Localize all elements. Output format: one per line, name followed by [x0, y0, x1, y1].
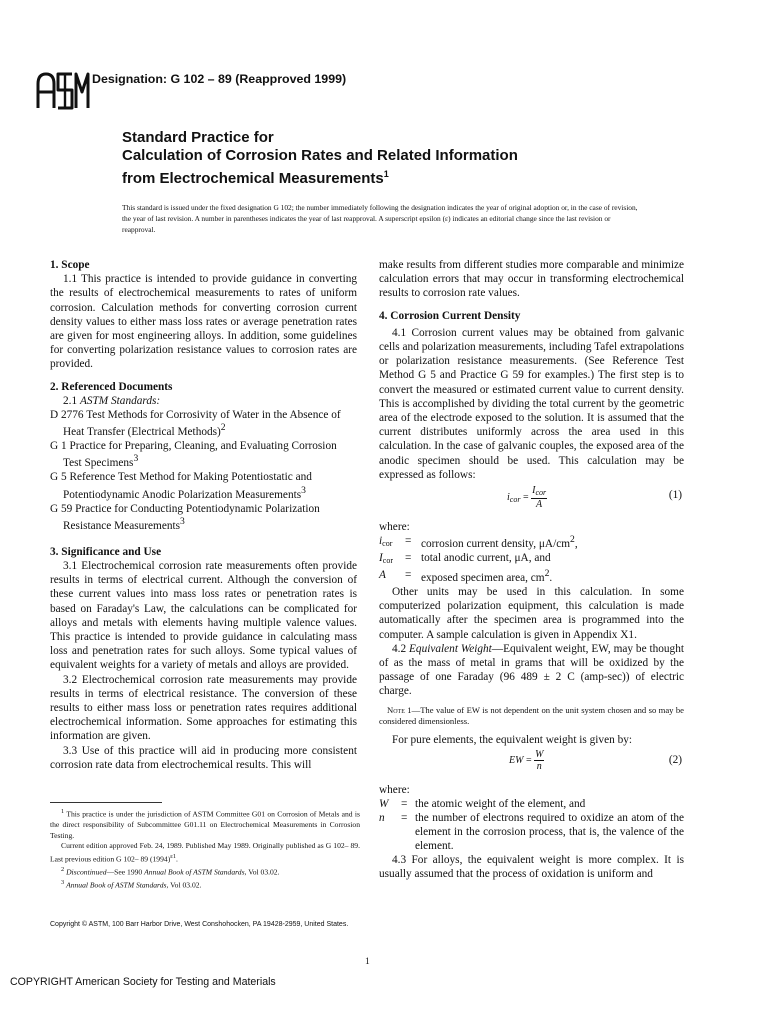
- section-4-3-text: 4.3 For alloys, the equivalent weight is more complex. It is usually assumed that the process of oxidation is uniform and: [379, 854, 684, 881]
- reference-item: D 2776 Test Methods for Corrosivity of Water in the Absence of Heat Transfer (Electrical Methods)$^2$: [50, 409, 341, 438]
- section-3-1-text: 3.1 Electrochemical corrosion rate measurements often provide results in terms of electrical current. Although the conversion of these current values into mass loss rates or penetration rates is based on Faraday's Law, the calculations can be complicated for alloys and metals with elements having multiple valence values. This practice is intended to provide guidance in calculating mass loss and penetration rates for such alloys. Some typical values of equivalent weights for a variety of metals and alloys are provided.: [50, 559, 357, 672]
- right-column: [379, 258, 684, 881]
- issued-note: This standard is issued under the fixed designation G 102; the number immediately following the designation indicates the year of original adoption or, in the case of revision, the year of last revision. A number in parentheses indicates the year of last reapproval. A superscript epsilon (ε) indicates an editorial change since the last revision or reapproval.: [122, 203, 638, 234]
- equation-1: $i_{cor}$ = $\frac{I_{cor}}{A}$ (1): [507, 485, 682, 511]
- where-label-2: where:: [379, 783, 410, 796]
- copyright-banner: COPYRIGHT American Society for Testing and Materials: [10, 976, 276, 988]
- reference-list: [50, 408, 357, 533]
- section-4-1-text: 4.1 Corrosion current values may be obtained from galvanic cells and polarization measurements, including Tafel extrapolations or polarization resistance measurements. (See Reference Test Method G 5 and Practice G 59 for examples.) The first step is to convert the measured or estimated current value to current density. This is accomplished by dividing the total current by the geometric area of the electrode exposed to the solution. It is assumed that the current distributes uniformly across the area used in this calculation. In the case of galvanic couples, the exposed area of the anodic specimen should be used. This calculation may be expressed as follows:: [379, 326, 684, 481]
- section-4-2-text: 4.2 Equivalent Weight—Equivalent weight, EW, may be thought of as the mass of metal in grams that will be oxidized by the passage of one Faraday (96 489 ± 2 C (amp-sec)) of electric charge.: [379, 642, 684, 698]
- section-1-heading: 1. Scope: [50, 259, 90, 271]
- section-3-heading: 3. Significance and Use: [50, 545, 162, 558]
- left-column: [50, 258, 357, 772]
- footnote-divider: [50, 802, 162, 803]
- title-line-2: Calculation of Corrosion Rates and Related Information: [122, 147, 518, 164]
- section-4-heading: 4. Corrosion Current Density: [379, 309, 521, 322]
- title-footnote-mark: 1: [383, 169, 389, 179]
- definition-row: W = the atomic weight of the element, and: [379, 798, 586, 811]
- designation: Designation: G 102 – 89 (Reapproved 1999): [92, 72, 347, 86]
- definition-row: A = exposed specimen area, $cm^2$.: [379, 568, 553, 585]
- footnote-1-edition: Current edition approved Feb. 24, 1989. Published May 1989. Originally published as G 102– 89. Last previous edition G 102– 89 $(1994)^{\varepsilon 1}$.: [50, 841, 360, 864]
- section-1-1-text: 1.1 This practice is intended to provide guidance in converting the results of electrochemical measurements to rates of uniform corrosion. Calculation methods for converting corrosion current density values to either mass loss rates or average penetration rates are given for most engineering alloys. In addition, some guidelines for converting polarization resistance values to corrosion rates are provided.: [50, 273, 357, 371]
- footnotes: [50, 807, 360, 891]
- reference-item: G 1 Practice for Preparing, Cleaning, and Evaluating Corrosion Test Specimens$^3$: [50, 440, 337, 470]
- definition-row: n = the number of electrons required to oxidize an atom of the element in the corrosion process, that is, the valence of the element.: [379, 812, 684, 853]
- title-line-3: from Electrochemical Measurements$^1$: [122, 169, 389, 187]
- footnote-2: $^2$ Discontinued—See 1990 Annual Book of ASTM Standards, Vol 03.02.: [61, 865, 280, 877]
- page-number: 1: [365, 957, 370, 967]
- definition-row: $i_{cor}$ = corrosion current density, $\mu A/cm^2$,: [379, 534, 578, 551]
- equation-1-number: (1): [668, 489, 682, 502]
- note-1: Note 1—The value of EW is not dependent on the unit system chosen and so may be considered dimensionless.: [379, 704, 684, 726]
- footnote-3: $^3$ Annual Book of ASTM Standards, Vol 03.02.: [61, 878, 202, 890]
- section-3-3-continued: make results from different studies more comparable and minimize calculation errors that may occur in transforming electrochemical results to corrosion rate values.: [379, 259, 684, 300]
- definitions-1: [379, 534, 578, 585]
- document-title: [122, 129, 642, 188]
- section-3-2-text: 3.2 Electrochemical corrosion rate measurements may provide results in terms of electrical resistance. The conversion of these results to either mass loss or penetration rates requires additional electrochemical information. Some approaches for estimating this information are given.: [50, 673, 357, 743]
- equation-2: EW = $\frac{W}{n}$ (2): [509, 748, 682, 772]
- definition-row: $I_{cor}$ = total anodic current, μA, and: [379, 552, 551, 566]
- title-line-1: Standard Practice for: [122, 129, 274, 146]
- where-label-1: where:: [379, 521, 410, 534]
- equation-2-number: (2): [668, 753, 682, 766]
- astm-logo: [34, 70, 94, 112]
- section-2-1-label: 2.1 ASTM Standards:: [63, 394, 161, 407]
- pure-elements-text: For pure elements, the equivalent weight is given by:: [392, 733, 633, 746]
- definitions-2: [379, 797, 684, 853]
- section-3-3-text: 3.3 Use of this practice will aid in producing more consistent corrosion rate data from electrochemical results. This will: [50, 744, 357, 771]
- reference-item: G 59 Practice for Conducting Potentiodynamic Polarization Resistance Measurements$^3$: [50, 502, 320, 532]
- reference-item: G 5 Reference Test Method for Making Potentiostatic and Potentiodynamic Anodic Polarization Measurements$^3$: [50, 471, 312, 501]
- copyright-line: Copyright © ASTM, 100 Barr Harbor Drive, West Conshohocken, PA 19428-2959, United States.: [50, 921, 349, 928]
- footnote-1: $^1$ This practice is under the jurisdiction of ASTM Committee G01 on Corrosion of Metals and is the direct responsibility of Subcommittee G01.11 on Electrochemical Measurements in Corrosion Testing.: [50, 808, 360, 840]
- other-units-text: Other units may be used in this calculation. In some computerized polarization equipment, this calculation is made automatically after the specimen area is programmed into the computer. A sample calculation is given in Appendix X1.: [379, 586, 684, 641]
- section-2-heading: 2. Referenced Documents: [50, 380, 173, 393]
